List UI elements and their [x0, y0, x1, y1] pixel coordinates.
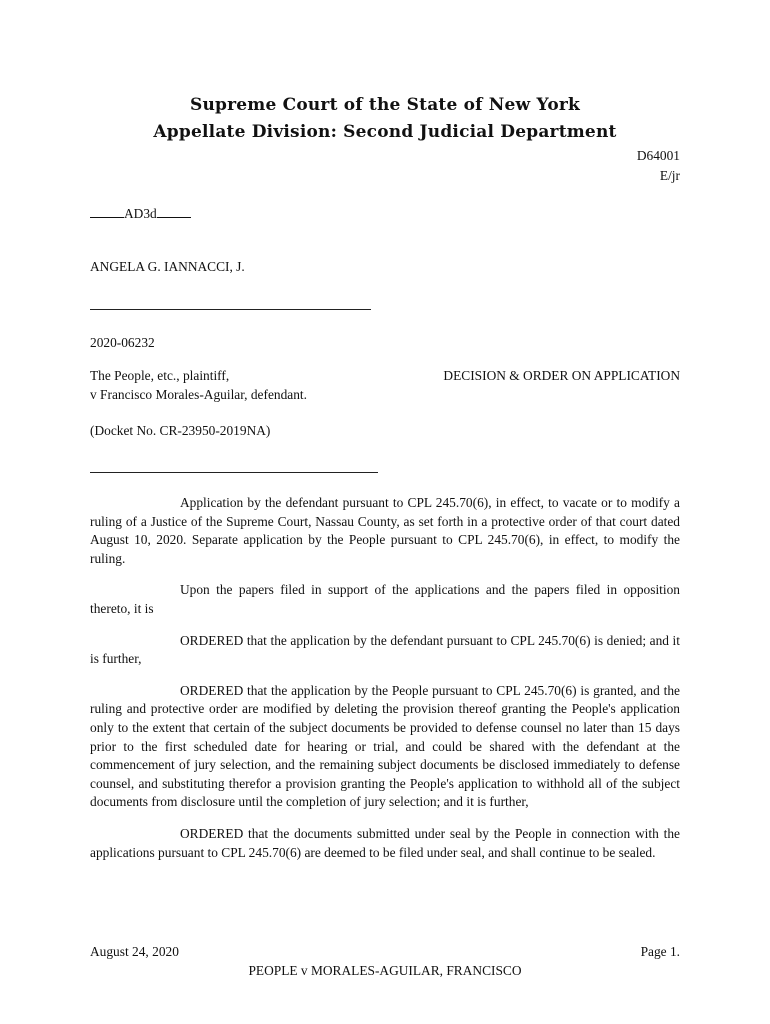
citation-volume-blank	[90, 205, 124, 218]
divider-line	[90, 309, 371, 310]
citation-page-blank	[157, 205, 191, 218]
body-paragraph: Upon the papers filed in support of the applications and the papers filed in opposition thereto, it is	[90, 582, 680, 616]
plaintiff-line: The People, etc., plaintiff,	[90, 368, 230, 383]
decision-number: D64001	[636, 148, 680, 163]
body-paragraph: ORDERED that the application by the People pursuant to CPL 245.70(6) is granted, and the ruling and protective order are modified by deleting the provision thereof granting the People's application only to the extent that certain of the subject documents be provided to defense counsel no later than 15 days prior to the first scheduled date for hearing or trial, and could be shared with the defendant at the commencement of jury selection, and the remaining subject documents be disclosed immediately to defense counsel, and substituting therefor a provision granting the People's application to withhold all of the subject documents from disclosure until the completion of jury selection; and it is further,	[90, 682, 680, 810]
docket-number: (Docket No. CR-23950-2019NA)	[90, 423, 271, 438]
reporter-label: AD3d	[124, 206, 157, 221]
appeal-docket-id: 2020-06232	[90, 335, 155, 350]
divider-line	[90, 472, 378, 473]
defendant-line: v Francisco Morales-Aguilar, defendant.	[90, 387, 307, 402]
body-paragraph: ORDERED that the application by the defendant pursuant to CPL 245.70(6) is denied; and it is further,	[90, 632, 680, 667]
case-parties	[90, 366, 307, 404]
judge-name: ANGELA G. IANNACCI, J.	[90, 259, 245, 274]
decision-body	[90, 494, 680, 875]
footer-date: August 24, 2020	[90, 944, 179, 959]
department-name: Appellate Division: Second Judicial Department	[153, 122, 617, 142]
page-number: Page 1.	[640, 944, 680, 959]
body-paragraph: ORDERED that the documents submitted under seal by the People in connection with the applications pursuant to CPL 245.70(6) are deemed to be filed under seal, and shall continue to be sealed.	[90, 825, 680, 860]
court-header	[0, 92, 770, 146]
decision-title: DECISION & ORDER ON APPLICATION	[443, 368, 680, 383]
case-code	[637, 146, 680, 186]
footer-caption: PEOPLE v MORALES-AGUILAR, FRANCISCO	[248, 963, 522, 978]
clerk-initials: E/jr	[659, 168, 680, 183]
reporter-citation-line	[90, 204, 191, 223]
body-paragraph: Application by the defendant pursuant to CPL 245.70(6), in effect, to vacate or to modify a ruling of a Justice of the Supreme Court, Nassau County, as set forth in a protective order of that court dated August 10, 2020. Separate application by the People pursuant to CPL 245.70(6), in effect, to modify the ruling.	[90, 495, 680, 566]
court-name: Supreme Court of the State of New York	[189, 95, 581, 115]
